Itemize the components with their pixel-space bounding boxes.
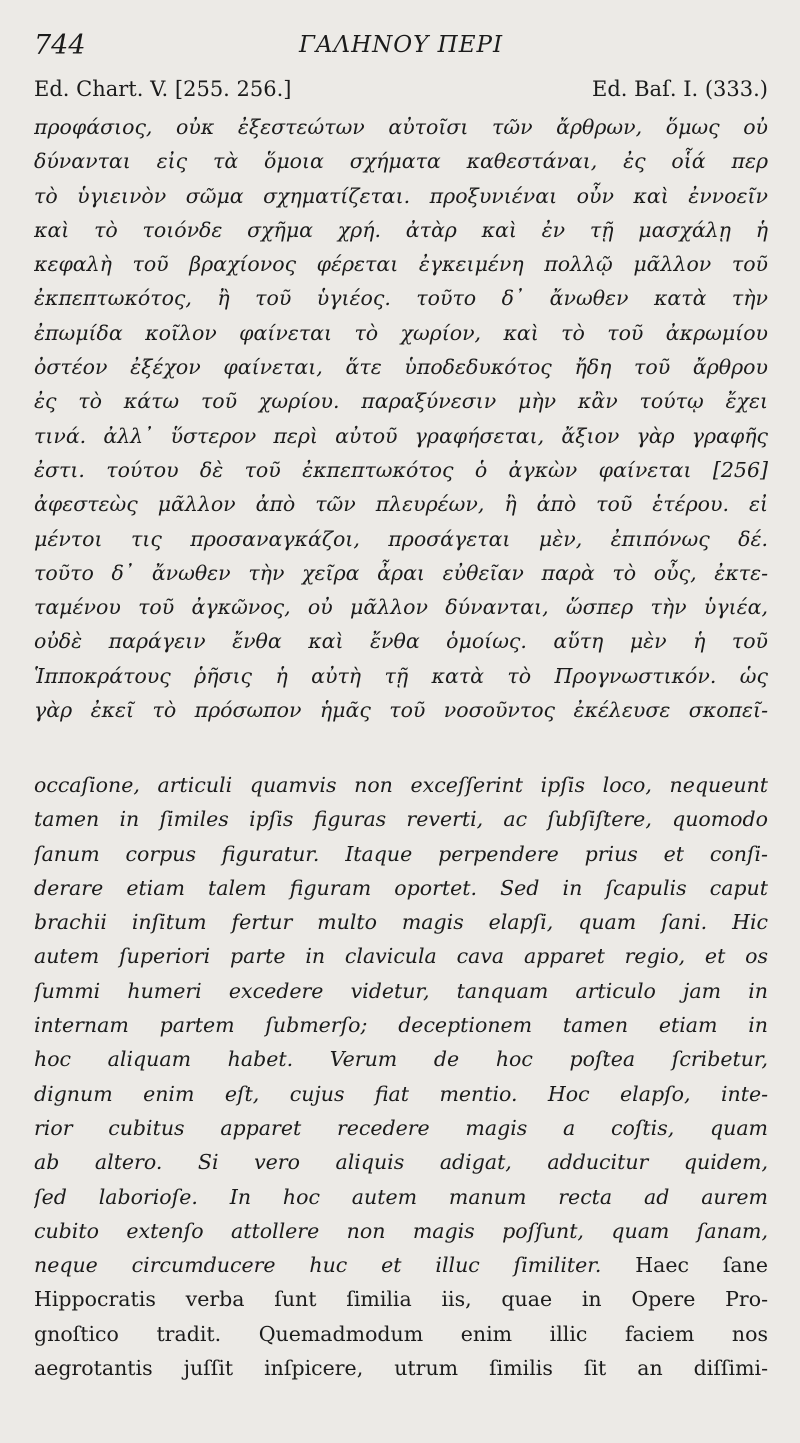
- latin-line: occaſione, articuli quamvis non exceſſerint ipſis loco, nequeunt: [34, 773, 768, 797]
- greek-line: δύνανται εἰς τὰ ὅμοια σχήματα καθεστάναι, ἐς οἷά περ: [34, 149, 768, 174]
- latin-line: tamen in ſimiles ipſis figuras reverti, ac ſubſiſtere, quomodo: [34, 807, 768, 832]
- latin-line: derare etiam talem figuram oportet. Sed in ſcapulis caput: [34, 875, 768, 900]
- greek-line: ἐστι. τούτου δὲ τοῦ ἐκπεπτωκότος ὁ ἀγκὼν φαίνεται [256]: [34, 457, 768, 482]
- latin-line: brachii inſitum fertur multo magis elapſi, quam ſani. Hic: [34, 910, 768, 935]
- greek-line: ὀστέον ἐξέχον φαίνεται, ἅτε ὑποδεδυκότος ἤδη τοῦ ἄρθρου: [34, 355, 768, 380]
- latin-line: cubito extenſo attollere non magis poſſunt, quam ſanam,: [34, 1218, 768, 1243]
- edition-references: [34, 77, 768, 107]
- greek-line: ἐπωμίδα κοῖλον φαίνεται τὸ χωρίον, καὶ τὸ τοῦ ἀκρωμίου: [34, 320, 768, 345]
- greek-line: καὶ τὸ τοιόνδε σχῆμα χρή. ἀτὰρ καὶ ἐν τῇ μασχάλῃ ἡ: [34, 217, 768, 242]
- latin-line: rior cubitus apparet recedere magis a coſtis, quam: [34, 1115, 768, 1140]
- page-number: 744: [34, 30, 86, 61]
- latin-line: ab altero. Si vero aliquis adigat, adducitur quidem,: [34, 1150, 768, 1175]
- latin-roman-line: gnoſtico tradit. Quemadmodum enim illic faciem nos: [34, 1321, 768, 1346]
- greek-line: ἀφεστεὼς μᾶλλον ἀπὸ τῶν πλευρέων, ἢ ἀπὸ τοῦ ἑτέρου. εἰ: [34, 492, 768, 517]
- greek-line: Ἱπποκράτους ῥῆσις ἡ αὐτὴ τῇ κατὰ τὸ Προγνωστικόν. ὡς: [34, 663, 768, 688]
- edition-reference-basel: Ed. Baſ. I. (333.): [592, 77, 768, 101]
- greek-line: προφάσιος, οὐκ ἐξεστεώτων αὐτοῖσι τῶν ἄρθρων, ὅμως οὐ: [34, 115, 768, 139]
- latin-roman-segment: Haec ſane: [635, 1253, 768, 1278]
- latin-italic-segment: neque circumducere huc et illuc ſimiliter.: [34, 1253, 602, 1278]
- latin-line: hoc aliquam habet. Verum de hoc poſtea ſcribetur,: [34, 1047, 768, 1072]
- greek-line: κεφαλὴ τοῦ βραχίονος φέρεται ἐγκειμένη πολλῷ μᾶλλον τοῦ: [34, 252, 768, 277]
- greek-line: γὰρ ἐκεῖ τὸ πρόσωπον ἡμᾶς τοῦ νοσοῦντος ἐκέλευσε σκοπεῖ-: [34, 698, 768, 723]
- page-header: [34, 30, 768, 66]
- latin-roman-line: aegrotantis juſſit inſpicere, utrum ſimilis ſit an diſſimi-: [34, 1356, 768, 1381]
- greek-line: μέντοι τις προσαναγκάζοι, προσάγεται μὲν, ἐπιπόνως δέ.: [34, 526, 768, 551]
- latin-line-mixed: [34, 1248, 768, 1282]
- greek-line: τινά. ἀλλ᾽ ὕστερον περὶ αὐτοῦ γραφήσεται, ἄξιον γὰρ γραφῆς: [34, 423, 768, 448]
- latin-roman-line: Hippocratis verba ſunt ſimilia iis, quae in Opere Pro-: [34, 1287, 768, 1312]
- greek-line: τὸ ὑγιεινὸν σῶμα σχηματίζεται. προξυνιέναι οὖν καὶ ἐννοεῖν: [34, 183, 768, 208]
- latin-line: ſummi humeri excedere videtur, tanquam articulo jam in: [34, 978, 768, 1003]
- latin-line: dignum enim eſt, cujus fiat mentio. Hoc elapſo, inte-: [34, 1081, 768, 1106]
- greek-line: ταμένου τοῦ ἀγκῶνος, οὐ μᾶλλον δύνανται, ὥσπερ τὴν ὑγιέα,: [34, 595, 768, 620]
- edition-reference-chartier: Ed. Chart. V. [255. 256.]: [34, 77, 292, 101]
- latin-line: ſed laborioſe. In hoc autem manum recta ad aurem: [34, 1184, 768, 1209]
- running-title: ΓΑΛΗΝΟΥ ΠΕΡΙ: [298, 32, 504, 58]
- latin-line: ſanum corpus figuratur. Itaque perpendere prius et conſi-: [34, 841, 768, 866]
- latin-line: autem ſuperiori parte in clavicula cava apparet regio, et os: [34, 944, 768, 969]
- latin-translation-block: [34, 768, 768, 1385]
- greek-line: τοῦτο δ᾽ ἄνωθεν τὴν χεῖρα ἆραι εὐθεῖαν παρὰ τὸ οὖς, ἐκτε-: [34, 560, 768, 585]
- greek-text-block: [34, 110, 768, 727]
- greek-line: ἐκπεπτωκότος, ἢ τοῦ ὑγιέος. τοῦτο δ᾽ ἄνωθεν κατὰ τὴν: [34, 286, 768, 311]
- latin-line: internam partem ſubmerſo; deceptionem tamen etiam in: [34, 1013, 768, 1038]
- greek-line: ἐς τὸ κάτω τοῦ χωρίου. παραξύνεσιν μὴν κἂν τούτῳ ἔχει: [34, 389, 768, 414]
- greek-line: οὐδὲ παράγειν ἔνθα καὶ ἔνθα ὁμοίως. αὕτη μὲν ἡ τοῦ: [34, 629, 768, 654]
